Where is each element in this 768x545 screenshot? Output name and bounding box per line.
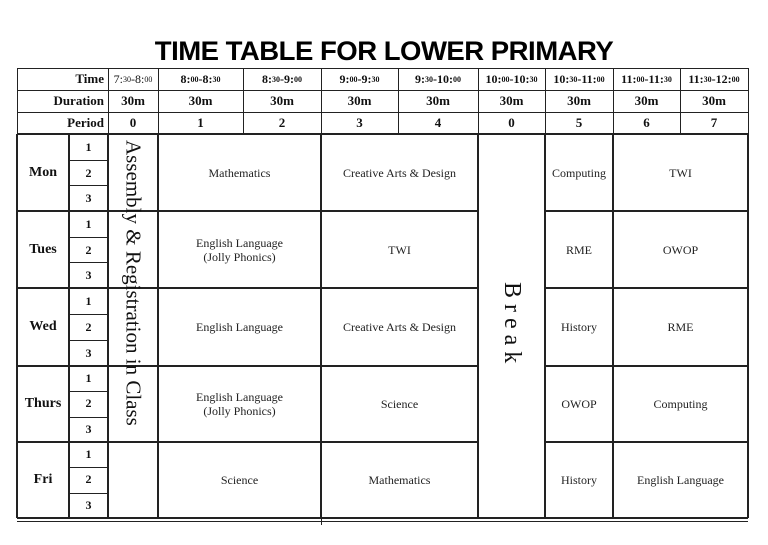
- time-part: -8:: [198, 71, 213, 86]
- header-label-time: Time: [75, 71, 104, 86]
- sub-period-number: 3: [85, 190, 92, 205]
- subject-cell: History: [561, 473, 597, 487]
- duration-0: 30m: [121, 93, 145, 108]
- subject-cell: History: [561, 320, 597, 334]
- period-1: 1: [197, 115, 204, 130]
- time-part: 30: [272, 74, 280, 84]
- period-8: 7: [710, 115, 718, 130]
- duration-5: 30m: [499, 93, 524, 108]
- assembly-registration-label: Assembly & Registration in Class: [121, 140, 146, 426]
- subject-cell: RME: [565, 242, 592, 257]
- subject-cell: [158, 288, 321, 366]
- break-label: Break: [499, 282, 525, 370]
- sub-period-number: 3: [85, 422, 92, 436]
- sub-period-number: 1: [85, 139, 92, 154]
- time-part: 00: [349, 74, 358, 84]
- time-part: 11:: [621, 71, 637, 86]
- grid-line: [17, 521, 748, 522]
- page-title: TIME TABLE FOR LOWER PRIMARY: [154, 36, 614, 66]
- time-slot-6: [545, 68, 613, 90]
- time-part: 30: [425, 74, 433, 84]
- time-part: 8:: [262, 71, 272, 86]
- subject-cell: Computing: [653, 397, 708, 411]
- period-2: 2: [278, 115, 286, 130]
- sub-period-number: 2: [85, 242, 92, 257]
- duration-1: 30m: [188, 93, 213, 108]
- time-part: -12:: [711, 71, 732, 86]
- day-label: Mon: [29, 164, 57, 180]
- time-part: 30: [569, 74, 578, 84]
- day-label: Wed: [29, 319, 57, 334]
- subject-cell: Computing: [551, 165, 606, 180]
- time-part: 00: [501, 74, 510, 84]
- period-0: 0: [129, 115, 137, 130]
- time-part: 00: [294, 74, 302, 84]
- time-part: 00: [731, 74, 740, 84]
- subject-name: English Language: [196, 320, 283, 334]
- time-slot-2: [243, 68, 321, 90]
- subject-name: English Language: [196, 390, 283, 404]
- time-part: 30: [703, 74, 712, 84]
- period-4: 4: [434, 115, 442, 130]
- subject-cell: RME: [667, 320, 694, 334]
- time-part: 00: [144, 74, 153, 84]
- duration-4: 30m: [426, 93, 450, 108]
- subject-cell: OWOP: [662, 242, 699, 257]
- time-part: 30: [529, 74, 538, 84]
- sub-period-number: 3: [85, 345, 92, 360]
- subject-cell: [158, 442, 321, 518]
- time-part: -11:: [644, 71, 664, 86]
- time-slot-5: [478, 68, 545, 90]
- time-part: -9:: [357, 71, 372, 86]
- duration-7: 30m: [634, 93, 659, 108]
- sub-period-number: 2: [85, 472, 92, 486]
- period-7: 6: [643, 115, 650, 130]
- time-slot-7: [613, 68, 680, 90]
- period-5: 0: [508, 115, 515, 130]
- time-part: 30: [212, 74, 221, 84]
- time-part: 00: [453, 74, 461, 84]
- header-label-period: Period: [67, 115, 104, 130]
- duration-3: 30m: [347, 93, 372, 108]
- subject-cell: Mathematics: [368, 473, 431, 487]
- sub-period-number: 3: [85, 267, 92, 282]
- subject-cell: [158, 134, 321, 211]
- subject-name: English Language: [196, 235, 283, 250]
- sub-period-number: 3: [85, 498, 92, 512]
- time-slot-1: [158, 68, 243, 90]
- subject-cell: TWI: [388, 242, 411, 257]
- sub-period-number: 1: [85, 293, 92, 308]
- time-part: 00: [636, 74, 645, 84]
- time-part: 30: [123, 74, 131, 84]
- time-part: 9:: [339, 71, 350, 86]
- duration-2: 30m: [270, 93, 294, 108]
- time-part: -10:: [433, 71, 453, 86]
- time-slot-8: [680, 68, 748, 90]
- time-part: -9:: [280, 71, 294, 86]
- day-label: Fri: [33, 472, 53, 487]
- subject-cell: Creative Arts & Design: [343, 320, 456, 334]
- duration-8: 30m: [702, 93, 726, 108]
- time-part: 30: [663, 74, 672, 84]
- time-part: 00: [596, 74, 605, 84]
- subject-name: Science: [220, 473, 259, 487]
- time-part: 10:: [553, 71, 570, 86]
- day-label: Thurs: [24, 396, 62, 411]
- period-3: 3: [356, 115, 363, 130]
- subject-note: (Jolly Phonics): [203, 249, 276, 264]
- subject-name: Mathematics: [208, 165, 271, 180]
- time-part: 10:: [485, 71, 502, 86]
- subject-cell: [158, 366, 321, 442]
- subject-cell: English Language: [637, 473, 724, 487]
- time-part: 30: [371, 74, 380, 84]
- sub-period-number: 2: [85, 396, 92, 410]
- sub-period-number: 2: [85, 319, 92, 334]
- time-part: 11:: [688, 71, 704, 86]
- time-part: 9:: [415, 71, 425, 86]
- duration-6: 30m: [567, 93, 591, 108]
- subject-note: (Jolly Phonics): [203, 404, 276, 418]
- time-part: 8:: [180, 71, 191, 86]
- time-part: -8:: [131, 71, 145, 86]
- time-part: -11:: [577, 71, 597, 86]
- sub-period-number: 1: [85, 216, 92, 231]
- time-slot-3: [321, 68, 398, 90]
- time-part: 00: [190, 74, 199, 84]
- day-label: Tues: [29, 241, 57, 257]
- time-slot-0: [108, 68, 158, 90]
- sub-period-number: 1: [85, 447, 92, 461]
- sub-period-number: 2: [85, 165, 92, 180]
- time-slot-4: [398, 68, 478, 90]
- subject-cell: Science: [380, 397, 419, 411]
- subject-cell: [158, 211, 321, 288]
- header-label-duration: Duration: [53, 93, 104, 108]
- time-part: -10:: [509, 71, 530, 86]
- time-part: 7:: [113, 71, 123, 86]
- subject-cell: TWI: [669, 165, 692, 180]
- sub-period-number: 1: [85, 371, 92, 385]
- grid-line: [748, 68, 749, 134]
- subject-cell: OWOP: [561, 397, 597, 411]
- period-6: 5: [575, 115, 583, 130]
- subject-cell: Creative Arts & Design: [343, 165, 456, 180]
